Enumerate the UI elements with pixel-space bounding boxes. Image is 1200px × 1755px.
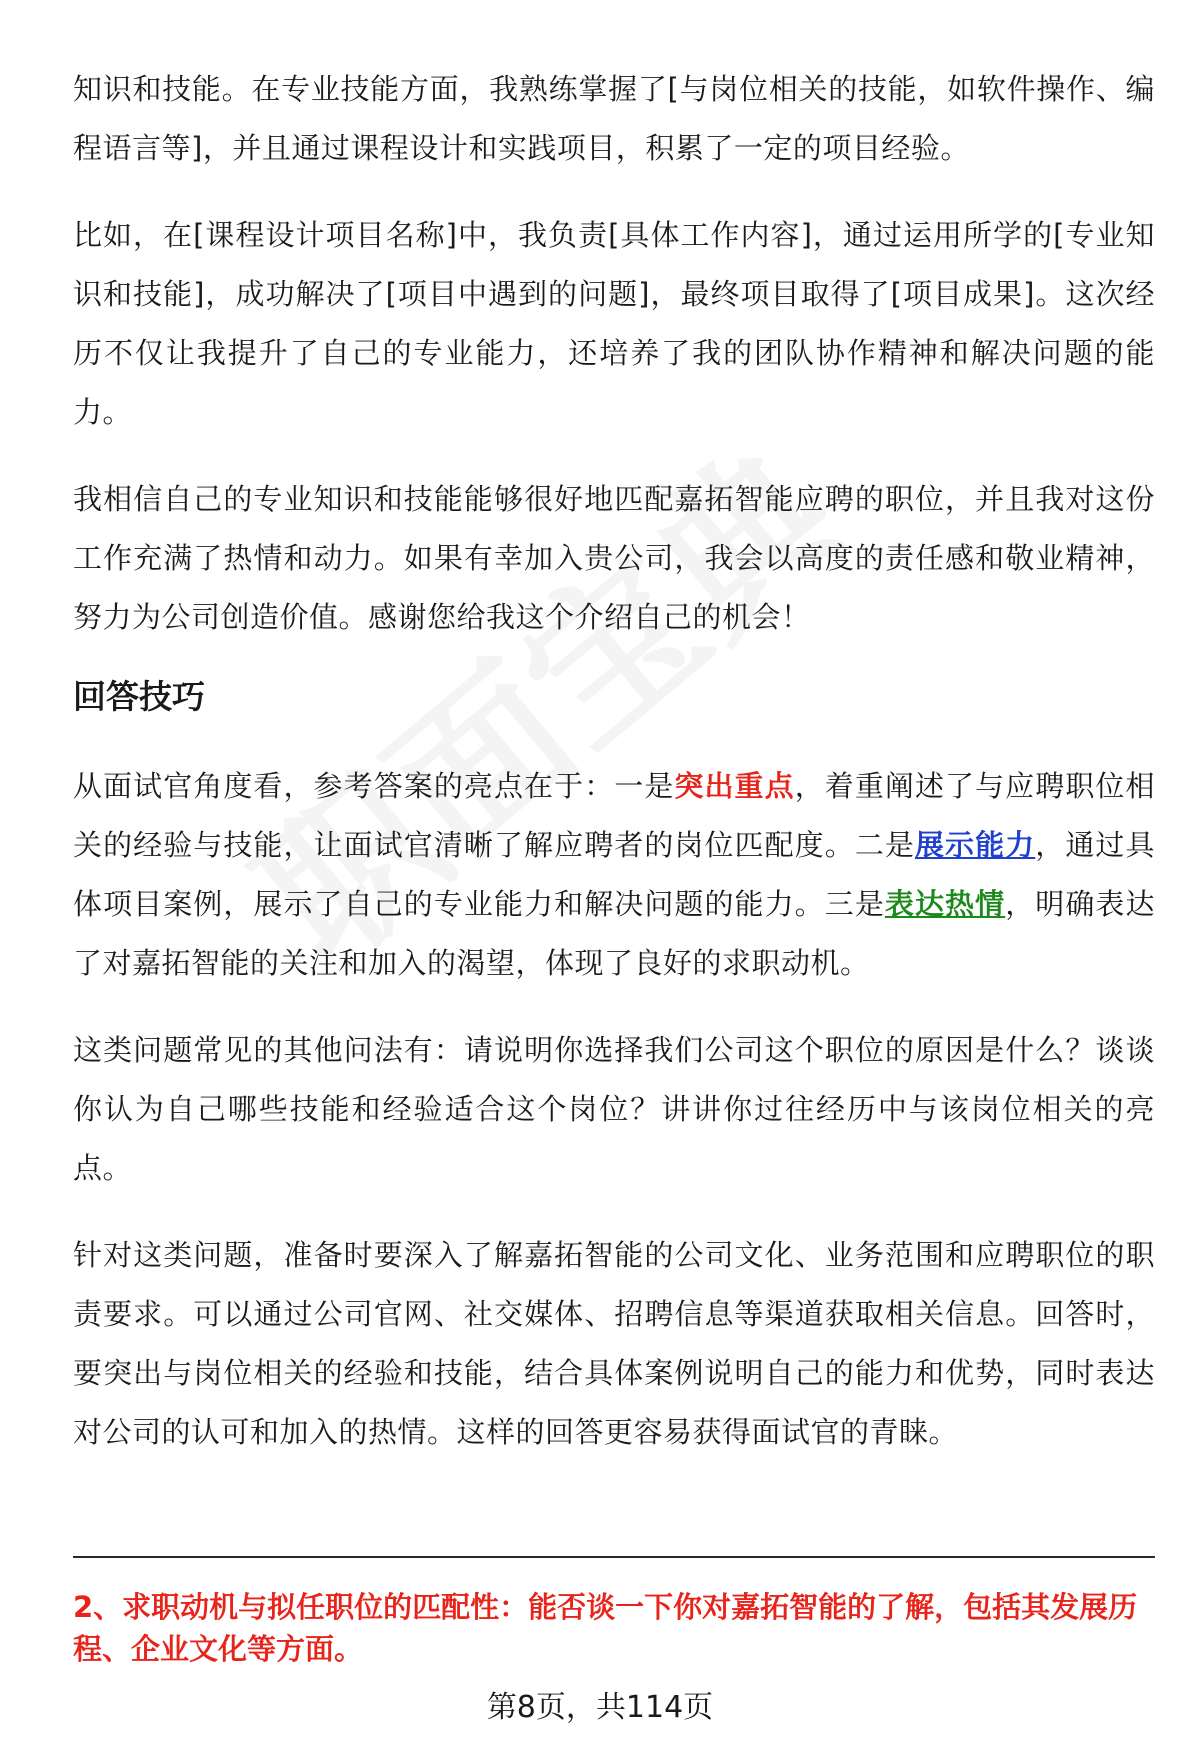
paragraph-skills: 知识和技能。在专业技能方面，我熟练掌握了[与岗位相关的技能，如软件操作、编程语言等]，并且通过课程设计和实践项目，积累了一定的项目经验。 bbox=[73, 72, 1155, 165]
highlight-focus: 突出重点 bbox=[674, 769, 795, 803]
document-body bbox=[73, 60, 1155, 1490]
highlight-enthusiasm: 表达热情 bbox=[884, 887, 1006, 921]
page-footer: 第8页，共114页 bbox=[486, 1690, 714, 1725]
paragraph-other-questions: 这类问题常见的其他问法有：请说明你选择我们公司这个职位的原因是什么？谈谈你认为自己哪些技能和经验适合这个岗位？讲讲你过往经历中与该岗位相关的亮点。 bbox=[73, 1033, 1155, 1185]
paragraph-project-example: 比如，在[课程设计项目名称]中，我负责[具体工作内容]，通过运用所学的[专业知识和技能]，成功解决了[项目中遇到的问题]，最终项目取得了[项目成果]。这次经历不仅让我提升了自己的专业能力，还培养了我的团队协作精神和解决问题的能力。 bbox=[73, 218, 1155, 429]
paragraph-tips bbox=[73, 757, 1155, 993]
highlight-ability: 展示能力 bbox=[914, 828, 1036, 862]
next-question: 2、求职动机与拟任职位的匹配性：能否谈一下你对嘉拓智能的了解，包括其发展历程、企业文化等方面。 bbox=[73, 1590, 1138, 1666]
section-divider bbox=[73, 1556, 1155, 1558]
tips-after-2: ，通过具体项目案例，展示了自己的专业能力和解决问题的能力。三是 bbox=[73, 828, 1155, 921]
paragraph-conclusion: 我相信自己的专业知识和技能能够很好地匹配嘉拓智能应聘的职位，并且我对这份工作充满了热情和动力。如果有幸加入贵公司，我会以高度的责任感和敬业精神，努力为公司创造价值。感谢您给我这个介绍自己的机会！ bbox=[73, 482, 1155, 634]
tips-after-3: ，明确表达了对嘉拓智能的关注和加入的渴望，体现了良好的求职动机。 bbox=[73, 887, 1155, 980]
tips-after-1: ，着重阐述了与应聘职位相关的经验与技能，让面试官清晰了解应聘者的岗位匹配度。二是 bbox=[73, 769, 1155, 862]
paragraph-preparation: 针对这类问题，准备时要深入了解嘉拓智能的公司文化、业务范围和应聘职位的职责要求。可以通过公司官网、社交媒体、招聘信息等渠道获取相关信息。回答时，要突出与岗位相关的经验和技能，结合具体案例说明自己的能力和优势，同时表达对公司的认可和加入的热情。这样的回答更容易获得面试官的青睐。 bbox=[73, 1238, 1155, 1449]
section-heading: 回答技巧 bbox=[73, 677, 205, 716]
tips-intro: 从面试官角度看，参考答案的亮点在于：一是 bbox=[73, 769, 675, 803]
